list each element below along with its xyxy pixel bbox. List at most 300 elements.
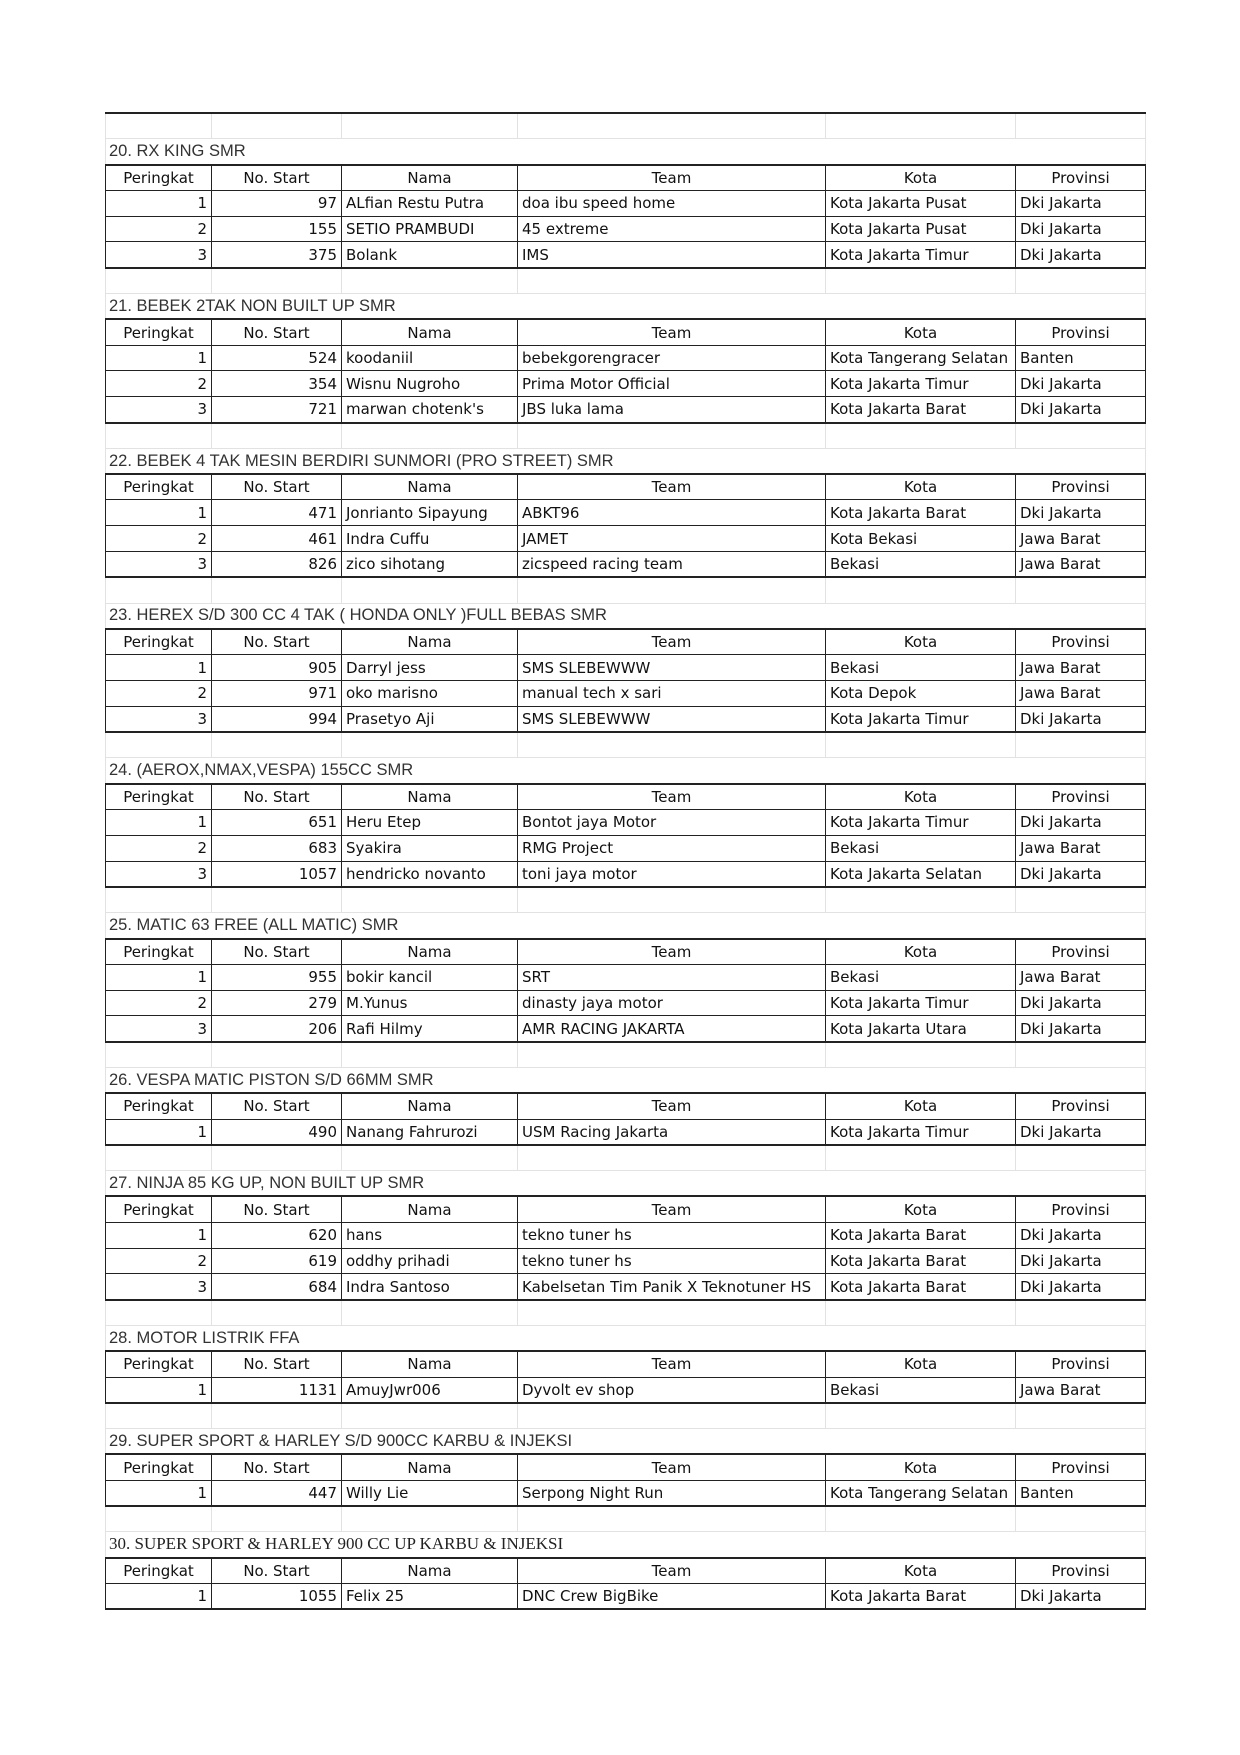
start-number-cell: 994: [212, 706, 342, 732]
city-cell: Kota Tangerang Selatan: [826, 1480, 1016, 1506]
header-row: [106, 629, 1146, 655]
empty-cell: [1016, 423, 1146, 449]
column-header: Peringkat: [106, 1454, 212, 1480]
spacer-row: [106, 113, 1146, 139]
empty-cell: [342, 1506, 518, 1532]
header-row: [106, 1454, 1146, 1480]
empty-cell: [212, 1506, 342, 1532]
section-title: 29. SUPER SPORT & HARLEY S/D 900CC KARBU & INJEKSI: [106, 1429, 1146, 1455]
empty-cell: [1016, 577, 1146, 603]
column-header: Kota: [826, 784, 1016, 810]
table-row: [106, 1248, 1146, 1274]
empty-cell: [342, 1042, 518, 1068]
start-number-cell: 971: [212, 681, 342, 707]
province-cell: Jawa Barat: [1016, 835, 1146, 861]
rank-cell: 3: [106, 242, 212, 268]
column-header: Team: [518, 1196, 826, 1222]
empty-cell: [826, 887, 1016, 913]
column-header: No. Start: [212, 784, 342, 810]
column-header: Kota: [826, 319, 1016, 345]
start-number-cell: 490: [212, 1119, 342, 1145]
column-header: No. Start: [212, 165, 342, 191]
section-title-row: [106, 1429, 1146, 1455]
province-cell: Dki Jakarta: [1016, 1222, 1146, 1248]
start-number-cell: 955: [212, 964, 342, 990]
team-cell: doa ibu speed home: [518, 190, 826, 216]
team-cell: 45 extreme: [518, 216, 826, 242]
column-header: Provinsi: [1016, 939, 1146, 965]
name-cell: Indra Cuffu: [342, 526, 518, 552]
team-cell: Bontot jaya Motor: [518, 810, 826, 836]
table-row: [106, 706, 1146, 732]
column-header: Peringkat: [106, 784, 212, 810]
header-row: [106, 474, 1146, 500]
table-row: [106, 1480, 1146, 1506]
column-header: Kota: [826, 165, 1016, 191]
city-cell: Kota Jakarta Timur: [826, 810, 1016, 836]
rank-cell: 1: [106, 345, 212, 371]
empty-cell: [106, 1403, 212, 1429]
spacer-row: [106, 1403, 1146, 1429]
section-title: 27. NINJA 85 KG UP, NON BUILT UP SMR: [106, 1171, 1146, 1197]
province-cell: Jawa Barat: [1016, 526, 1146, 552]
table-row: [106, 681, 1146, 707]
city-cell: Bekasi: [826, 835, 1016, 861]
column-header: Provinsi: [1016, 165, 1146, 191]
header-row: [106, 165, 1146, 191]
empty-cell: [518, 1403, 826, 1429]
empty-cell: [518, 423, 826, 449]
table-row: [106, 810, 1146, 836]
rank-cell: 2: [106, 835, 212, 861]
empty-cell: [212, 1145, 342, 1171]
city-cell: Kota Jakarta Barat: [826, 1274, 1016, 1300]
city-cell: Kota Jakarta Barat: [826, 1248, 1016, 1274]
table-row: [106, 242, 1146, 268]
province-cell: Jawa Barat: [1016, 655, 1146, 681]
name-cell: Bolank: [342, 242, 518, 268]
province-cell: Dki Jakarta: [1016, 500, 1146, 526]
empty-cell: [518, 1145, 826, 1171]
name-cell: Heru Etep: [342, 810, 518, 836]
table-row: [106, 655, 1146, 681]
empty-cell: [106, 268, 212, 294]
empty-cell: [826, 1145, 1016, 1171]
empty-cell: [1016, 1506, 1146, 1532]
column-header: Nama: [342, 1196, 518, 1222]
column-header: Provinsi: [1016, 629, 1146, 655]
team-cell: IMS: [518, 242, 826, 268]
city-cell: Kota Depok: [826, 681, 1016, 707]
name-cell: Jonrianto Sipayung: [342, 500, 518, 526]
spacer-row: [106, 1506, 1146, 1532]
province-cell: Dki Jakarta: [1016, 242, 1146, 268]
team-cell: SMS SLEBEWWW: [518, 706, 826, 732]
column-header: Peringkat: [106, 165, 212, 191]
empty-cell: [1016, 1042, 1146, 1068]
column-header: Provinsi: [1016, 1093, 1146, 1119]
name-cell: Prasetyo Aji: [342, 706, 518, 732]
table-row: [106, 1119, 1146, 1145]
province-cell: Dki Jakarta: [1016, 706, 1146, 732]
start-number-cell: 447: [212, 1480, 342, 1506]
header-row: [106, 319, 1146, 345]
start-number-cell: 1057: [212, 861, 342, 887]
rank-cell: 3: [106, 861, 212, 887]
empty-cell: [518, 1300, 826, 1326]
header-row: [106, 939, 1146, 965]
start-number-cell: 619: [212, 1248, 342, 1274]
start-number-cell: 471: [212, 500, 342, 526]
empty-cell: [518, 732, 826, 758]
column-header: Kota: [826, 1454, 1016, 1480]
name-cell: SETIO PRAMBUDI: [342, 216, 518, 242]
name-cell: Darryl jess: [342, 655, 518, 681]
rank-cell: 1: [106, 1222, 212, 1248]
header-row: [106, 1196, 1146, 1222]
header-row: [106, 784, 1146, 810]
empty-cell: [106, 113, 212, 139]
province-cell: Banten: [1016, 345, 1146, 371]
table-row: [106, 216, 1146, 242]
column-header: Team: [518, 1093, 826, 1119]
column-header: Peringkat: [106, 939, 212, 965]
start-number-cell: 905: [212, 655, 342, 681]
start-number-cell: 524: [212, 345, 342, 371]
rank-cell: 2: [106, 216, 212, 242]
column-header: Team: [518, 629, 826, 655]
column-header: Provinsi: [1016, 319, 1146, 345]
empty-cell: [826, 1300, 1016, 1326]
empty-cell: [212, 887, 342, 913]
start-number-cell: 651: [212, 810, 342, 836]
empty-cell: [342, 1145, 518, 1171]
table-row: [106, 1377, 1146, 1403]
province-cell: Dki Jakarta: [1016, 216, 1146, 242]
empty-cell: [106, 887, 212, 913]
team-cell: Kabelsetan Tim Panik X Teknotuner HS: [518, 1274, 826, 1300]
section-title-row: [106, 758, 1146, 784]
header-row: [106, 1093, 1146, 1119]
table-row: [106, 397, 1146, 423]
column-header: No. Start: [212, 939, 342, 965]
column-header: Nama: [342, 165, 518, 191]
name-cell: marwan chotenk's: [342, 397, 518, 423]
empty-cell: [1016, 887, 1146, 913]
name-cell: Nanang Fahrurozi: [342, 1119, 518, 1145]
empty-cell: [826, 113, 1016, 139]
city-cell: Kota Tangerang Selatan: [826, 345, 1016, 371]
start-number-cell: 826: [212, 552, 342, 578]
column-header: Nama: [342, 1558, 518, 1584]
start-number-cell: 721: [212, 397, 342, 423]
province-cell: Dki Jakarta: [1016, 990, 1146, 1016]
column-header: Peringkat: [106, 474, 212, 500]
city-cell: Kota Jakarta Timur: [826, 990, 1016, 1016]
empty-cell: [106, 423, 212, 449]
city-cell: Bekasi: [826, 655, 1016, 681]
rank-cell: 1: [106, 500, 212, 526]
empty-cell: [212, 577, 342, 603]
column-header: Peringkat: [106, 1093, 212, 1119]
table-row: [106, 371, 1146, 397]
rank-cell: 3: [106, 552, 212, 578]
spacer-row: [106, 1300, 1146, 1326]
city-cell: Kota Jakarta Pusat: [826, 190, 1016, 216]
section-title: 24. (AEROX,NMAX,VESPA) 155CC SMR: [106, 758, 1146, 784]
column-header: Provinsi: [1016, 784, 1146, 810]
section-title: 26. VESPA MATIC PISTON S/D 66MM SMR: [106, 1067, 1146, 1093]
empty-cell: [826, 732, 1016, 758]
empty-cell: [342, 423, 518, 449]
table-row: [106, 345, 1146, 371]
province-cell: Jawa Barat: [1016, 964, 1146, 990]
column-header: No. Start: [212, 1558, 342, 1584]
city-cell: Kota Jakarta Barat: [826, 500, 1016, 526]
name-cell: oko marisno: [342, 681, 518, 707]
empty-cell: [1016, 113, 1146, 139]
column-header: Team: [518, 1558, 826, 1584]
column-header: Nama: [342, 1351, 518, 1377]
rank-cell: 3: [106, 1274, 212, 1300]
city-cell: Kota Jakarta Pusat: [826, 216, 1016, 242]
city-cell: Kota Jakarta Utara: [826, 1016, 1016, 1042]
column-header: Nama: [342, 939, 518, 965]
section-title-row: [106, 294, 1146, 320]
table-row: [106, 1222, 1146, 1248]
province-cell: Dki Jakarta: [1016, 861, 1146, 887]
empty-cell: [1016, 1145, 1146, 1171]
start-number-cell: 683: [212, 835, 342, 861]
name-cell: hans: [342, 1222, 518, 1248]
team-cell: USM Racing Jakarta: [518, 1119, 826, 1145]
city-cell: Kota Jakarta Timur: [826, 706, 1016, 732]
start-number-cell: 97: [212, 190, 342, 216]
city-cell: Kota Jakarta Selatan: [826, 861, 1016, 887]
rank-cell: 3: [106, 397, 212, 423]
start-number-cell: 461: [212, 526, 342, 552]
city-cell: Kota Jakarta Timur: [826, 1119, 1016, 1145]
team-cell: toni jaya motor: [518, 861, 826, 887]
table-row: [106, 552, 1146, 578]
spacer-row: [106, 887, 1146, 913]
province-cell: Dki Jakarta: [1016, 1016, 1146, 1042]
province-cell: Jawa Barat: [1016, 552, 1146, 578]
empty-cell: [342, 732, 518, 758]
city-cell: Bekasi: [826, 552, 1016, 578]
empty-cell: [826, 423, 1016, 449]
section-title-row: [106, 603, 1146, 629]
column-header: Kota: [826, 939, 1016, 965]
section-title-row: [106, 913, 1146, 939]
name-cell: zico sihotang: [342, 552, 518, 578]
column-header: Kota: [826, 1351, 1016, 1377]
empty-cell: [342, 1300, 518, 1326]
empty-cell: [1016, 1300, 1146, 1326]
column-header: Provinsi: [1016, 1351, 1146, 1377]
column-header: Team: [518, 474, 826, 500]
header-row: [106, 1351, 1146, 1377]
column-header: Team: [518, 939, 826, 965]
column-header: Nama: [342, 629, 518, 655]
empty-cell: [106, 1042, 212, 1068]
section-title-row: [106, 1067, 1146, 1093]
column-header: Nama: [342, 319, 518, 345]
spacer-row: [106, 1145, 1146, 1171]
city-cell: Kota Jakarta Barat: [826, 397, 1016, 423]
empty-cell: [826, 577, 1016, 603]
empty-cell: [1016, 1403, 1146, 1429]
empty-cell: [212, 268, 342, 294]
start-number-cell: 354: [212, 371, 342, 397]
column-header: Team: [518, 784, 826, 810]
name-cell: Felix 25: [342, 1583, 518, 1609]
empty-cell: [212, 732, 342, 758]
table-row: [106, 835, 1146, 861]
spacer-row: [106, 423, 1146, 449]
empty-cell: [342, 1403, 518, 1429]
name-cell: Wisnu Nugroho: [342, 371, 518, 397]
section-title-row: [106, 448, 1146, 474]
column-header: No. Start: [212, 1093, 342, 1119]
empty-cell: [212, 1042, 342, 1068]
start-number-cell: 375: [212, 242, 342, 268]
table-row: [106, 964, 1146, 990]
column-header: Kota: [826, 474, 1016, 500]
province-cell: Jawa Barat: [1016, 681, 1146, 707]
column-header: Kota: [826, 1093, 1016, 1119]
column-header: Team: [518, 1351, 826, 1377]
province-cell: Dki Jakarta: [1016, 810, 1146, 836]
city-cell: Bekasi: [826, 964, 1016, 990]
team-cell: tekno tuner hs: [518, 1222, 826, 1248]
table-row: [106, 1274, 1146, 1300]
city-cell: Bekasi: [826, 1377, 1016, 1403]
province-cell: Banten: [1016, 1480, 1146, 1506]
rank-cell: 1: [106, 1583, 212, 1609]
column-header: Provinsi: [1016, 1558, 1146, 1584]
team-cell: RMG Project: [518, 835, 826, 861]
empty-cell: [342, 268, 518, 294]
name-cell: M.Yunus: [342, 990, 518, 1016]
rank-cell: 3: [106, 1016, 212, 1042]
name-cell: hendricko novanto: [342, 861, 518, 887]
section-title-row: [106, 1325, 1146, 1351]
section-title: 21. BEBEK 2TAK NON BUILT UP SMR: [106, 294, 1146, 320]
column-header: No. Start: [212, 474, 342, 500]
column-header: Team: [518, 319, 826, 345]
section-title-row: [106, 139, 1146, 165]
empty-cell: [106, 1506, 212, 1532]
name-cell: bokir kancil: [342, 964, 518, 990]
team-cell: bebekgorengracer: [518, 345, 826, 371]
province-cell: Dki Jakarta: [1016, 190, 1146, 216]
start-number-cell: 620: [212, 1222, 342, 1248]
province-cell: Dki Jakarta: [1016, 1248, 1146, 1274]
rank-cell: 1: [106, 810, 212, 836]
results-sheet: [105, 112, 1145, 1610]
header-row: [106, 1558, 1146, 1584]
name-cell: koodaniil: [342, 345, 518, 371]
empty-cell: [518, 268, 826, 294]
column-header: Peringkat: [106, 319, 212, 345]
column-header: Kota: [826, 1558, 1016, 1584]
empty-cell: [518, 887, 826, 913]
rank-cell: 1: [106, 190, 212, 216]
name-cell: AmuyJwr006: [342, 1377, 518, 1403]
empty-cell: [342, 113, 518, 139]
table-row: [106, 861, 1146, 887]
empty-cell: [212, 423, 342, 449]
table-row: [106, 990, 1146, 1016]
name-cell: Rafi Hilmy: [342, 1016, 518, 1042]
empty-cell: [518, 577, 826, 603]
column-header: No. Start: [212, 629, 342, 655]
empty-cell: [826, 1506, 1016, 1532]
section-title: 23. HEREX S/D 300 CC 4 TAK ( HONDA ONLY )FULL BEBAS SMR: [106, 603, 1146, 629]
column-header: Nama: [342, 1093, 518, 1119]
team-cell: JAMET: [518, 526, 826, 552]
rank-cell: 1: [106, 1480, 212, 1506]
empty-cell: [106, 1300, 212, 1326]
empty-cell: [106, 577, 212, 603]
start-number-cell: 1131: [212, 1377, 342, 1403]
team-cell: DNC Crew BigBike: [518, 1583, 826, 1609]
column-header: Provinsi: [1016, 1196, 1146, 1222]
start-number-cell: 206: [212, 1016, 342, 1042]
team-cell: Prima Motor Official: [518, 371, 826, 397]
empty-cell: [826, 1403, 1016, 1429]
section-title-row: [106, 1171, 1146, 1197]
table-row: [106, 1583, 1146, 1609]
column-header: Provinsi: [1016, 1454, 1146, 1480]
rank-cell: 2: [106, 526, 212, 552]
empty-cell: [212, 1403, 342, 1429]
empty-cell: [826, 1042, 1016, 1068]
empty-cell: [1016, 268, 1146, 294]
province-cell: Dki Jakarta: [1016, 371, 1146, 397]
spacer-row: [106, 732, 1146, 758]
results-table: [105, 112, 1146, 1610]
column-header: Peringkat: [106, 1558, 212, 1584]
name-cell: Willy Lie: [342, 1480, 518, 1506]
team-cell: Serpong Night Run: [518, 1480, 826, 1506]
rank-cell: 2: [106, 1248, 212, 1274]
column-header: Kota: [826, 1196, 1016, 1222]
rank-cell: 3: [106, 706, 212, 732]
column-header: Nama: [342, 474, 518, 500]
table-row: [106, 190, 1146, 216]
table-row: [106, 1016, 1146, 1042]
section-title-row: [106, 1532, 1146, 1558]
empty-cell: [518, 1506, 826, 1532]
column-header: Nama: [342, 784, 518, 810]
team-cell: SMS SLEBEWWW: [518, 655, 826, 681]
city-cell: Kota Jakarta Barat: [826, 1583, 1016, 1609]
city-cell: Kota Bekasi: [826, 526, 1016, 552]
column-header: Provinsi: [1016, 474, 1146, 500]
name-cell: oddhy prihadi: [342, 1248, 518, 1274]
column-header: No. Start: [212, 319, 342, 345]
team-cell: Dyvolt ev shop: [518, 1377, 826, 1403]
team-cell: manual tech x sari: [518, 681, 826, 707]
rank-cell: 2: [106, 371, 212, 397]
name-cell: ALfian Restu Putra: [342, 190, 518, 216]
rank-cell: 1: [106, 1119, 212, 1145]
section-title: 20. RX KING SMR: [106, 139, 1146, 165]
section-title: 30. SUPER SPORT & HARLEY 900 CC UP KARBU & INJEKSI: [106, 1532, 1146, 1558]
column-header: Peringkat: [106, 1196, 212, 1222]
